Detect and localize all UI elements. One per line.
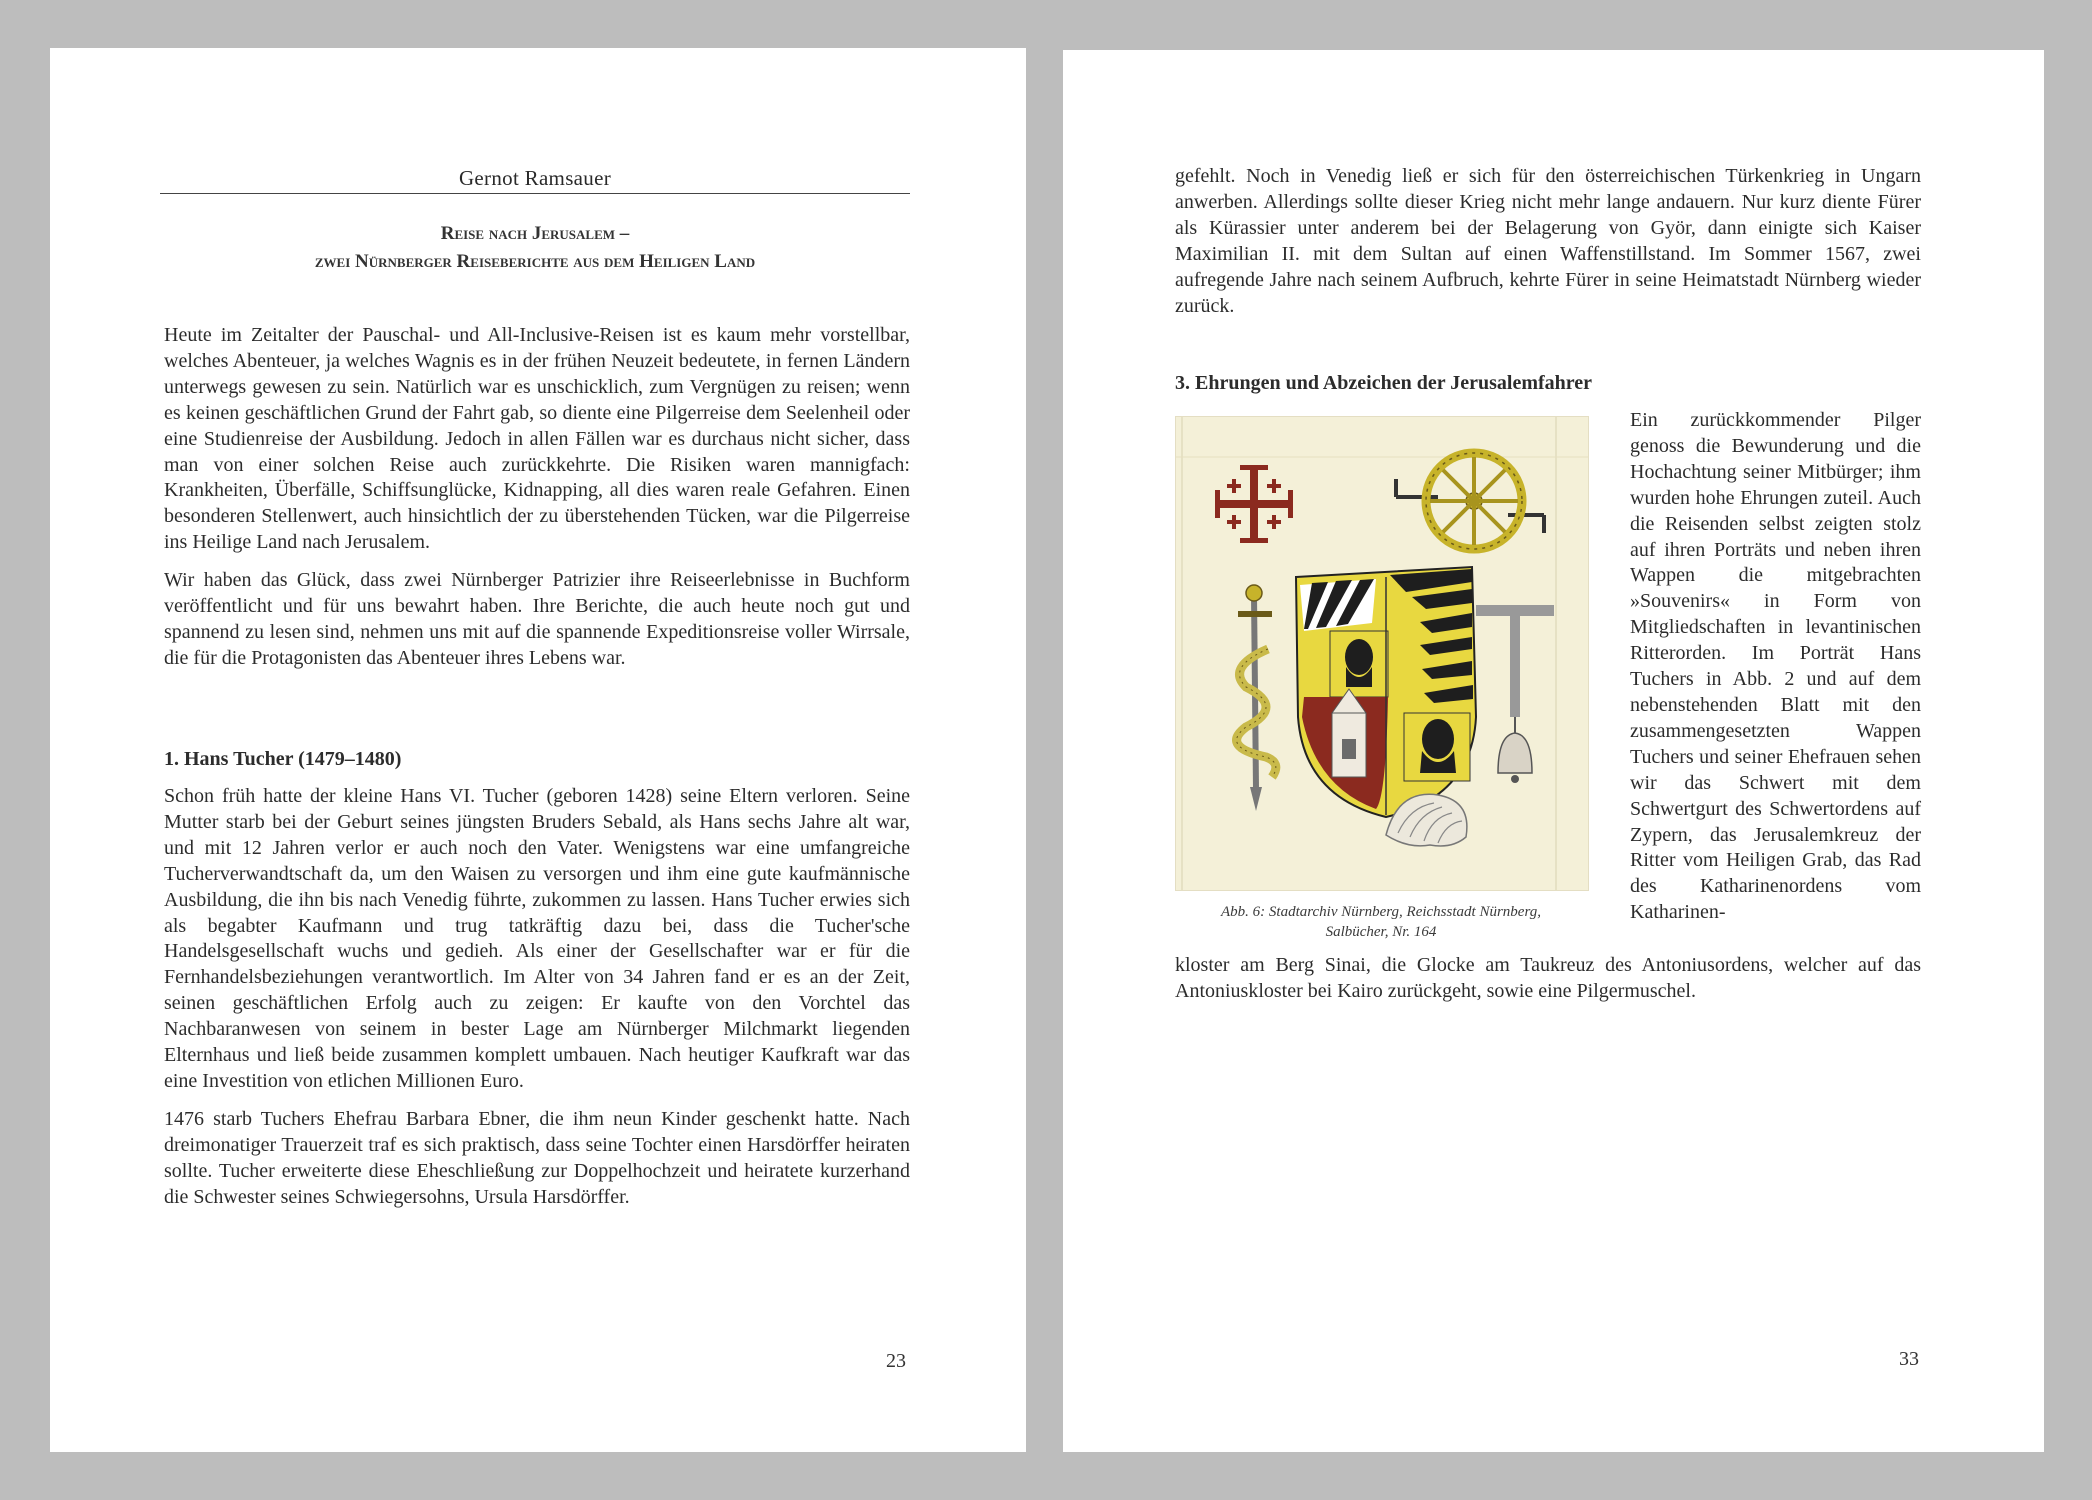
- right-page: [1063, 50, 2044, 1452]
- figure-caption-line1: Abb. 6: Stadtarchiv Nürnberg, Reichsstadt Nürnberg,: [1221, 904, 1541, 920]
- article-title-line1: Reise nach Jerusalem –: [440, 223, 630, 244]
- section-3-wrapped-text: [1630, 408, 1921, 938]
- page-number-left: 23: [886, 1350, 906, 1372]
- section-3-paragraph-tail: kloster am Berg Sinai, die Glocke am Taukreuz des Antoniusordens, welcher auf das Antoniuskloster bei Kairo zurückgeht, sowie eine Pilgermuschel.: [1175, 954, 1921, 1002]
- section-1-paragraph-2: 1476 starb Tuchers Ehefrau Barbara Ebner, die ihm neun Kinder geschenkt hatte. Nach dreimonatiger Trauerzeit traf es sich praktisch, dass seine Tochter einen Harsdörffer heiraten sollte. Tucher erweiterte diese Eheschließung zur Doppelhochzeit und heiratete kurzerhand die Schwester seines Schwiegersohns, Ursula Harsdörffer.: [164, 1107, 910, 1208]
- shield-icon: [1296, 567, 1476, 817]
- section-1-paragraph-1: Schon früh hatte der kleine Hans VI. Tucher (geboren 1428) seine Eltern verloren. Seine Mutter starb bei der Geburt seines jüngsten Bruders Sebald, als Hans sechs Jahre alt war, und mit 12 Jahren verlor er auch noch den Vater. Wenigstens war eine umfangreiche Tucherverwandtschaft da, um den Waisen zu versorgen und ihm eine gute kaufmännische Ausbildung, die ihn bis nach Venedig führte, zukommen zu lassen. Hans Tucher erwies sich als begabter Kaufmann und trug tatkräftig dazu bei, dass die Tucher'sche Handelsgesellschaft wuchs und gedieh. Als einer der Gesellschafter war er für die Fernhandelsbeziehungen verantwortlich. Im Alter von 34 Jahren fand er es an der Zeit, seinen geschäftlichen Erfolg auch zu zeigen: Er kaufte von den Vorchtel das Nachbaranwesen von seinem in bester Lage am Nürnberger Milchmarkt liegenden Elternhaus und ließ beide zusammen komplett umbauen. Nach heutiger Kaufkraft war das eine Investition von etlichen Millionen Euro.: [164, 785, 910, 1092]
- continuation-text: [1175, 164, 1921, 331]
- page-number-right: 33: [1899, 1348, 1919, 1370]
- left-page: [50, 48, 1026, 1452]
- section-3-heading: 3. Ehrungen und Abzeichen der Jerusalemfahrer: [1175, 372, 1593, 394]
- section-1-heading: 1. Hans Tucher (1479–1480): [164, 748, 402, 770]
- intro-text: [164, 323, 910, 684]
- article-title-line2: zwei Nürnberger Reiseberichte aus dem Heiligen Land: [314, 251, 756, 272]
- section-1-text: [164, 784, 910, 1223]
- intro-paragraph-2: Wir haben das Glück, dass zwei Nürnberger Patrizier ihre Reiseerlebnisse in Buchform veröffentlicht und für uns bewahrt haben. Ihre Berichte, die auch heute noch gut und spannend zu lesen sind, nehmen uns mit auf die spannende Expeditionsreise voller Wirrsale, die für die Protagonisten das Abenteuer ihres Lebens war.: [164, 569, 910, 669]
- section-3-paragraph: Ein zurückkommender Pilger genoss die Bewunderung und die Hochachtung seiner Mitbürger; ihm wurden hohe Ehrungen zuteil. Auch die Reisenden selbst zeigten stolz auf ihren Porträts und neben ihren Wappen die mitgebrachten »Souvenirs« in Form von Mitgliedschaften in levantinischen Ritterorden. Im Porträt Hans Tuchers in Abb. 2 und auf dem nebenstehenden Blatt mit den zusammengesetzten Wappen Tuchers und seiner Ehefrauen sehen wir das Schwert mit dem Schwertgurt des Schwertordens auf Zypern, das Jerusalemkreuz der Ritter vom Heiligen Grab, das Rad des Katharinenordens vom Katharinen-: [1630, 409, 1921, 924]
- coat-of-arms-figure: [1175, 416, 1589, 891]
- section-3-tail-text: [1175, 953, 1921, 1017]
- intro-paragraph-1: Heute im Zeitalter der Pauschal- und All-Inclusive-Reisen ist es kaum mehr vorstellbar, welches Abenteuer, ja welches Wagnis es in der frühen Neuzeit bedeutete, in fernen Ländern unterwegs gewesen zu sein. Natürlich war es unschicklich, zum Vergnügen zu reisen; wenn es keinen geschäftlichen Grund der Fahrt gab, so diente eine Pilgerreise dem Seelenheil oder eine Studienreise der Ausbildung. Jedoch in allen Fällen war es durchaus nicht sicher, dass man von einer solchen Reise auch zurückkehrte. Die Risiken waren mannigfach: Krankheiten, Überfälle, Schiffsunglücke, Kidnapping, all dies waren reale Gefahren. Einen besonderen Stellenwert, auch hinsichtlich der zu überstehenden Tücken, war die Pilgerreise ins Heilige Land nach Jerusalem.: [164, 324, 910, 554]
- figure-caption-line2: Salbücher, Nr. 164: [1325, 924, 1437, 940]
- continuation-paragraph: gefehlt. Noch in Venedig ließ er sich für den österreichischen Türkenkrieg in Ungarn anwerben. Allerdings sollte dieser Krieg nicht mehr lange andauern. Nur kurz diente Fürer als Kürassier unter anderem bei der Belagerung von Györ, dann einigte sich Kaiser Maximilian II. mit dem Sultan auf einen Waffenstillstand. Im Sommer 1567, zwei aufregende Jahre nach seinem Aufbruch, kehrte Fürer in seine Heimatstadt Nürnberg wieder zurück.: [1175, 165, 1921, 317]
- article-title: [160, 220, 910, 276]
- figure-caption: [1175, 902, 1587, 942]
- running-header-author: Gernot Ramsauer: [458, 166, 612, 190]
- header-rule: [160, 193, 910, 194]
